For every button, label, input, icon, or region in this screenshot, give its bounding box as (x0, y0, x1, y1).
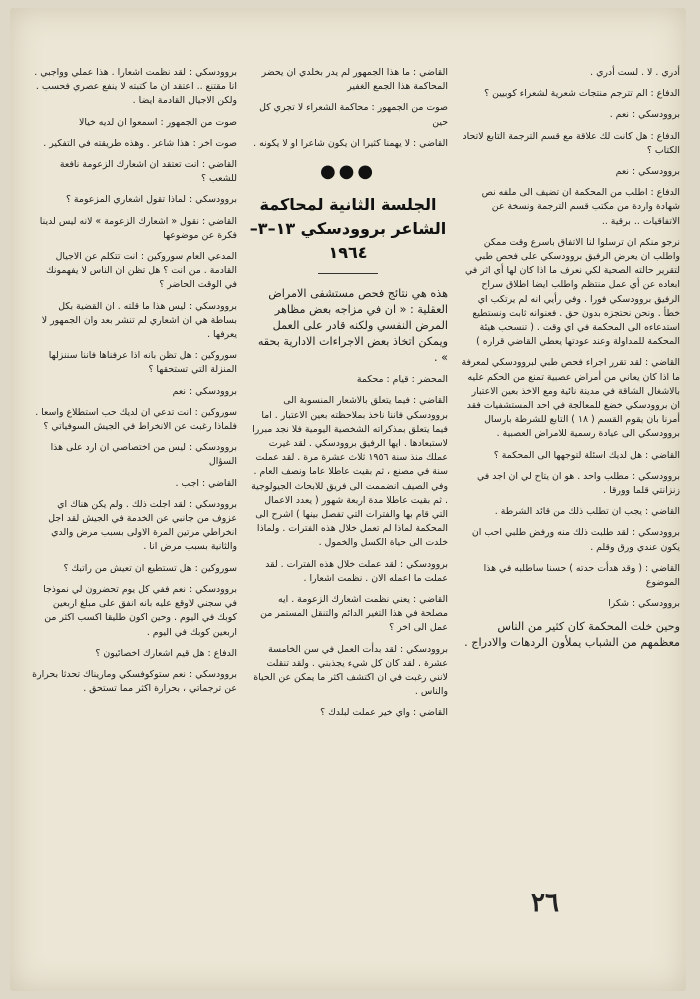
paragraph: القاضي : فيما يتعلق بالاشعار المنسوبة الى بروودسكي فاننا ناخذ بملاحظته بعين الاعتبار . اما فيما يتعلق بمذكراته الشخصية اليومية فلا نجد مبررا لاستبعادها . ايها الرفيق بروودسكي . لقد غيرت عملك منذ سنة ١٩٥٦ ثلاث عشرة مرة . لقد عملت سنة في مصنع ، ثم بقيت عاطلا عاما ونصف العام . وفي الصيف انضممت الى فريق للابحاث الجيولوجية . ثم بقيت عاطلا مدة اربعة شهور ( يعدد الاعمال التي قام بها والفترات التي تفصل بينها ) اشرح الى المحكمة لماذا لم تعمل خلال هذه الفترات . ولماذا خلدت الى حياة الكسل والخمول . (251, 395, 448, 549)
paragraph: المدعي العام سوروكين : انت تتكلم عن الاجيال القادمة . من انت ؟ هل تظن ان الناس لا يفهمونك في الوقت الحاضر ؟ (46, 251, 237, 291)
paragraph: القاضي : اجب . (175, 477, 237, 489)
paragraph: بروودسكي : نعم . (609, 109, 680, 121)
paragraph: صوت من الجمهور : محاكمة الشعراء لا تجري كل حين (259, 102, 448, 128)
paragraph: القاضي : يعني نظمت اشعارك الزعومة . ايه مصلحة في هذا التغير الدائم والتنقل المستمر من عمل الى اخر ؟ (260, 594, 448, 634)
paragraph: الدفاع : هل كانت لك علاقة مع قسم الترجمة التابع لاتحاد الكتاب ؟ (462, 130, 680, 156)
paragraph: صوت من الجمهور : اسمعوا ان لديه خيالا (78, 116, 237, 128)
paragraph: سوروكين : انت تدعي ان لديك حب استطلاع واسعا . فلماذا رغبت عن الانخراط في الجيش السوفياتي ؟ (35, 406, 237, 433)
paragraph: سوروكين : هل تظن بانه اذا عرفناها فاننا سننزلها المنزلة التي تستحقها ؟ (48, 350, 237, 376)
paragraph: بروودسكي : لقد بدأت العمل في سن الخامسة عشرة . لقد كان كل شيء يجذبني . ولقد تنقلت لانني رغبت في ان اكتشف اكثر ما يمكن عن الحياة والناس . (253, 643, 448, 698)
paragraph: القاضي : هل لديك اسئلة لتوجهها الى المحكمة ؟ (493, 449, 680, 461)
paragraph: بروودسكي : لماذا تقول اشعاري المزعومة ؟ (65, 194, 237, 206)
section-dots: ●●● (319, 161, 377, 183)
intro-paragraph: هذه هي نتائج فحص مستشفى الامراض العقلية : « ان في مزاجه بعض مظاهر المرض النفسي ولكنه قادر على العمل ويمكن اتخاذ بعض الاجراءات الادارية بحقه » . (257, 287, 448, 365)
divider (318, 273, 378, 274)
page-number: ٢٦ (531, 888, 559, 918)
paragraph: بروودسكي : ليس هذا ما قلته . ان القضية بكل بساطة هي ان اشعاري لم تنشر بعد وان الجمهور لا يعرفها . (41, 300, 237, 341)
paragraph: القاضي : يجب ان تطلب ذلك من قائد الشرطة . (494, 506, 680, 518)
paragraph: القاضي : نقول « اشعارك الزعومة » لانه ليس لدينا فكرة عن موضوعها (39, 215, 237, 241)
paragraph: القاضي : لا يهمنا كثيرا ان يكون شاعرا او لا يكونه . (253, 137, 448, 149)
paragraph: صوت اخر : هذا شاعر . وهذه طريقته في التفكير . (43, 137, 237, 149)
column-middle (248, 66, 448, 728)
paragraph: بروودسكي : شكرا (608, 598, 680, 610)
paragraph: بروودسكي : نعم (172, 385, 237, 397)
paragraph: بروودسكي : نعم ففي كل يوم تحضرون لي نموذجا في سجني لاوقع عليه بانه انفق على مبلغ اربعين كوبك في اليوم . وحين اكون طليقا اكسب اكثر من اربعين كوبك في اليوم . (43, 583, 237, 638)
paragraph: بروودسكي : مطلب واحد . هو ان يتاح لي ان اجد في زنزانتي قلما وورقا . (476, 470, 680, 497)
paragraph: سوروكين : هل تستطيع ان تعيش من راتبك ؟ (63, 562, 237, 574)
paragraph: الدفاع : هل قيم اشعارك اخصائيون ؟ (95, 647, 237, 659)
paragraph: بروودسكي : نعم (615, 166, 680, 178)
paragraph: القاضي : ما هذا الجمهور لم يدر بخلدي ان يحضر المحاكمة هذا الجمع الغفير (261, 67, 448, 93)
paragraph: القاضي : انت تعتقد ان اشعارك الزعومة نافعة للشعب ؟ (59, 159, 237, 185)
paragraph: بروودسكي : ليس من اختصاصي ان ارد على هذا السؤال (50, 442, 237, 468)
paragraph: أدري . لا . لست أدري . (590, 67, 680, 78)
paragraph: القاضي : لقد تقرر اجراء فحص طبي لبروودسكي لمعرفة ما اذا كان يعاني من أمراض عصبية تمنع من الحكم عليه بالاشغال الشاقة في مدينة نائية ومع الاخذ بعين الاعتبار ان بروودسكي خضع للمعالجة في احد المستشفيات فقد أمرنا بان يقوم القسم ( ١٨ ) التابع للشرطة بارسال بروودسكي الى عيادة رسمية للامراض العصبية . (461, 357, 680, 440)
magazine-page (10, 8, 686, 991)
column-left (32, 66, 237, 703)
paragraph: بروودسكي : لقد طلبت ذلك منه ورفض طلبي احب ان يكون عندي ورق وقلم . (471, 527, 680, 553)
column-right (460, 66, 680, 658)
section-heading: الجلسة الثانية لمحاكمة الشاعر بروودسكي ١٣–٣–١٩٦٤ (249, 195, 447, 263)
paragraph: الدفاع : الم تترجم منتجات شعرية لشعراء كوبيين ؟ (484, 88, 680, 100)
paragraph: نرجو منكم ان ترسلوا لنا الاتفاق باسرع وقت ممكن واطلب ان يعرض الرفيق بروودسكي على فحص طبي لتقرير حالته الصحية لكي نعرف ما اذا كان لها أي اثر في ابعاده عن أي عمل منتظم واطلب ايضا اطلاق سراح الرفيق بروودسكي فورا . وفي رأيي انه لم يرتكب اي خطأ . ونحن نحتجزه بدون حق . فعنوانه ثابت ونستطيع استدعاءه الى المحكمة في اي وقت . ( تنسحب هيئة المحكمة للمداولة وعند عودتها يعطي القاضي قراره ) (464, 236, 680, 348)
paragraph: بروودسكي : لقد عملت خلال هذه الفترات . لقد عملت ما اعمله الان . نظمت اشعارا . (265, 558, 448, 584)
paragraph: بروودسكي : نعم ستوكوفسكي وماريناك تحدثا بحرارة عن ترجماتي ، بحرارة اكثر مما تستحق . (32, 668, 237, 695)
paragraph: القاضي : واي خير عملت لبلدك ؟ (320, 707, 448, 719)
paragraph: بروودسكي : لقد اجلت ذلك . ولم يكن هناك اي عزوف من جانبي عن الخدمة في الجيش لقد اجل انخراطي مرتين المرة الاولى بسبب مرض والدي والثانية بسبب مرض انا . (48, 498, 237, 553)
paragraph: بروودسكي : لقد نظمت اشعارا . هذا عملي وواجبي . انا مقتنع .. اعتقد ان ما كتبته لا ينفع عصري فحسب . ولكن الاجيال القادمة ايضا . (34, 67, 237, 107)
closing-paragraph: وحين خلت المحكمة كان كثير من الناس معظمهم من الشباب يملأون الردهات والادراج . (464, 619, 680, 649)
paragraph: القاضي : ( وقد هدأت حدته ) حسنا ساطلبه في هذا الموضوع (483, 562, 680, 589)
paragraph: المحضر : قيام : محكمة (356, 374, 448, 386)
paragraph: الدفاع : اطلب من المحكمة ان تضيف الى ملفه نص شهادة واردة من مكتب قسم الترجمة ونسخة عن الاتفاقيات .. برقية .. (481, 187, 680, 227)
